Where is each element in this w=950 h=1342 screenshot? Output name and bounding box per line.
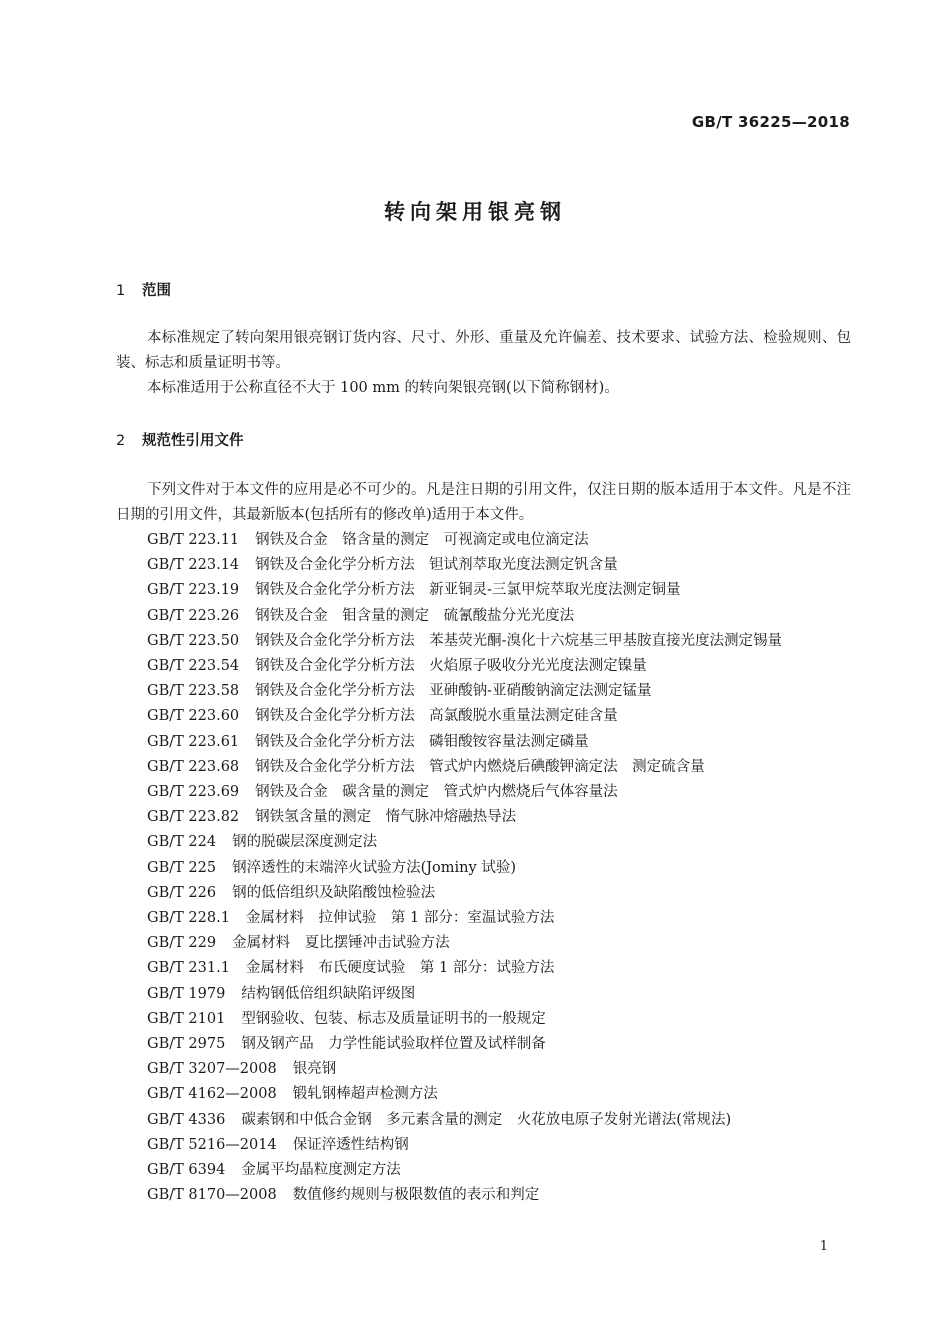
reference-code: GB/T 2975: [147, 1036, 226, 1053]
reference-item: [116, 1158, 851, 1183]
document-title: 转向架用银亮钢: [384, 200, 566, 224]
reference-title: 钢及钢产品 力学性能试验取样位置及试样制备: [241, 1036, 546, 1053]
reference-title: 金属材料 夏比摆锤冲击试验方法: [232, 935, 450, 952]
reference-code: GB/T 5216—2014: [147, 1136, 277, 1153]
reference-item: [116, 805, 851, 830]
reference-code: GB/T 3207—2008: [147, 1061, 277, 1078]
section-1-heading: [116, 279, 171, 300]
reference-title: 银亮钢: [292, 1061, 337, 1078]
standard-code: GB/T 36225—2018: [691, 113, 850, 131]
reference-item: [116, 881, 851, 906]
reference-title: 数值修约规则与极限数值的表示和判定: [292, 1187, 540, 1204]
reference-code: GB/T 223.19: [147, 582, 240, 599]
reference-item: [116, 1108, 851, 1133]
reference-title: 钢铁氢含量的测定 惰气脉冲熔融热导法: [255, 809, 517, 826]
scope-paragraph-2: 本标准适用于公称直径不大于 100 mm 的转向架银亮钢(以下简称钢材)。: [147, 380, 619, 396]
reference-item: [116, 679, 851, 704]
reference-item: [116, 528, 851, 553]
page-number: 1: [819, 1239, 828, 1254]
reference-title: 钢铁及合金 铬含量的测定 可视滴定或电位滴定法: [255, 532, 589, 548]
reference-code: GB/T 224: [147, 834, 217, 851]
section-1-title: 范围: [142, 283, 171, 299]
reference-list: [116, 528, 851, 1208]
reference-title: 钢淬透性的末端淬火试验方法(Jominy 试验): [232, 859, 516, 876]
section-2-number: 2: [116, 433, 126, 449]
reference-title: 钢的低倍组织及缺陷酸蚀检验法: [232, 884, 436, 901]
reference-code: GB/T 4336: [147, 1111, 226, 1128]
reference-code: GB/T 229: [147, 935, 217, 952]
reference-code: GB/T 223.54: [147, 658, 240, 675]
scope-paragraph-1: 本标准规定了转向架用银亮钢订货内容、尺寸、外形、重量及允许偏差、技术要求、试验方法、检验规则、包装、标志和质量证明书等。: [116, 330, 851, 371]
reference-item: [116, 906, 851, 931]
reference-item: [116, 604, 851, 629]
reference-code: GB/T 1979: [147, 985, 226, 1002]
reference-title: 钢铁及合金 碳含量的测定 管式炉内燃烧后气体容量法: [255, 784, 618, 801]
reference-item: [116, 956, 851, 981]
reference-title: 金属平均晶粒度测定方法: [241, 1162, 401, 1179]
reference-code: GB/T 2101: [147, 1010, 226, 1027]
reference-item: [116, 931, 851, 956]
reference-item: [116, 1032, 851, 1057]
reference-item: [116, 1057, 851, 1082]
reference-title: 钢的脱碳层深度测定法: [232, 834, 378, 851]
reference-code: GB/T 223.50: [147, 632, 240, 649]
reference-item: [116, 1082, 851, 1107]
reference-item: [116, 704, 851, 729]
reference-title: 钢铁及合金化学分析方法 火焰原子吸收分光光度法测定镍量: [255, 658, 647, 675]
reference-title: 碳素钢和中低合金钢 多元素含量的测定 火花放电原子发射光谱法(常规法): [241, 1111, 732, 1128]
reference-item: [116, 1133, 851, 1158]
reference-item: [116, 654, 851, 679]
reference-item: [116, 1007, 851, 1032]
reference-code: GB/T 223.14: [147, 557, 240, 574]
reference-title: 钢铁及合金化学分析方法 磷钼酸铵容量法测定磷量: [255, 733, 589, 750]
reference-title: 钢铁及合金化学分析方法 管式炉内燃烧后碘酸钾滴定法 测定硫含量: [255, 758, 705, 775]
reference-code: GB/T 226: [147, 884, 217, 901]
reference-code: GB/T 223.69: [147, 784, 240, 801]
reference-title: 钢铁及合金化学分析方法 亚砷酸钠-亚硝酸钠滴定法测定锰量: [255, 683, 652, 700]
reference-item: [116, 730, 851, 755]
reference-item: [116, 629, 851, 654]
reference-code: GB/T 223.61: [147, 733, 240, 750]
reference-title: 钢铁及合金 钼含量的测定 硫氰酸盐分光光度法: [255, 607, 575, 624]
reference-title: 金属材料 布氏硬度试验 第 1 部分：试验方法: [245, 960, 555, 977]
reference-code: GB/T 225: [147, 859, 217, 876]
reference-title: 钢铁及合金化学分析方法 高氯酸脱水重量法测定硅含量: [255, 708, 618, 725]
reference-code: GB/T 223.60: [147, 708, 240, 725]
reference-item: [116, 553, 851, 578]
reference-title: 钢铁及合金化学分析方法 新亚铜灵-三氯甲烷萃取光度法测定铜量: [255, 582, 681, 599]
reference-code: GB/T 228.1: [147, 910, 230, 927]
reference-item: [116, 1183, 851, 1208]
reference-code: GB/T 223.58: [147, 683, 240, 700]
reference-title: 型钢验收、包装、标志及质量证明书的一般规定: [241, 1010, 546, 1027]
reference-title: 钢铁及合金化学分析方法 苯基荧光酮-溴化十六烷基三甲基胺直接光度法测定锡量: [255, 632, 783, 649]
reference-item: [116, 780, 851, 805]
reference-code: GB/T 4162—2008: [147, 1086, 277, 1103]
reference-code: GB/T 8170—2008: [147, 1187, 277, 1204]
reference-code: GB/T 223.68: [147, 758, 240, 775]
section-1-number: 1: [116, 283, 126, 299]
reference-code: GB/T 223.82: [147, 809, 240, 826]
reference-title: 保证淬透性结构钢: [292, 1136, 409, 1153]
reference-code: GB/T 223.26: [147, 607, 240, 624]
reference-code: GB/T 223.11: [147, 532, 240, 548]
reference-title: 结构钢低倍组织缺陷评级图: [241, 985, 416, 1002]
section-2-title: 规范性引用文件: [142, 433, 244, 449]
reference-title: 钢铁及合金化学分析方法 钽试剂萃取光度法测定钒含量: [255, 557, 618, 574]
reference-code: GB/T 6394: [147, 1162, 226, 1179]
reference-item: [116, 982, 851, 1007]
reference-item: [116, 755, 851, 780]
reference-item: [116, 830, 851, 855]
reference-item: [116, 856, 851, 881]
reference-title: 锻轧钢棒超声检测方法: [292, 1086, 438, 1103]
reference-title: 金属材料 拉伸试验 第 1 部分：室温试验方法: [245, 910, 555, 927]
reference-item: [116, 578, 851, 603]
references-intro: 下列文件对于本文件的应用是必不可少的。凡是注日期的引用文件，仅注日期的版本适用于本文件。凡是不注日期的引用文件，其最新版本(包括所有的修改单)适用于本文件。: [116, 482, 851, 523]
section-2-heading: [116, 429, 244, 450]
reference-code: GB/T 231.1: [147, 960, 230, 977]
